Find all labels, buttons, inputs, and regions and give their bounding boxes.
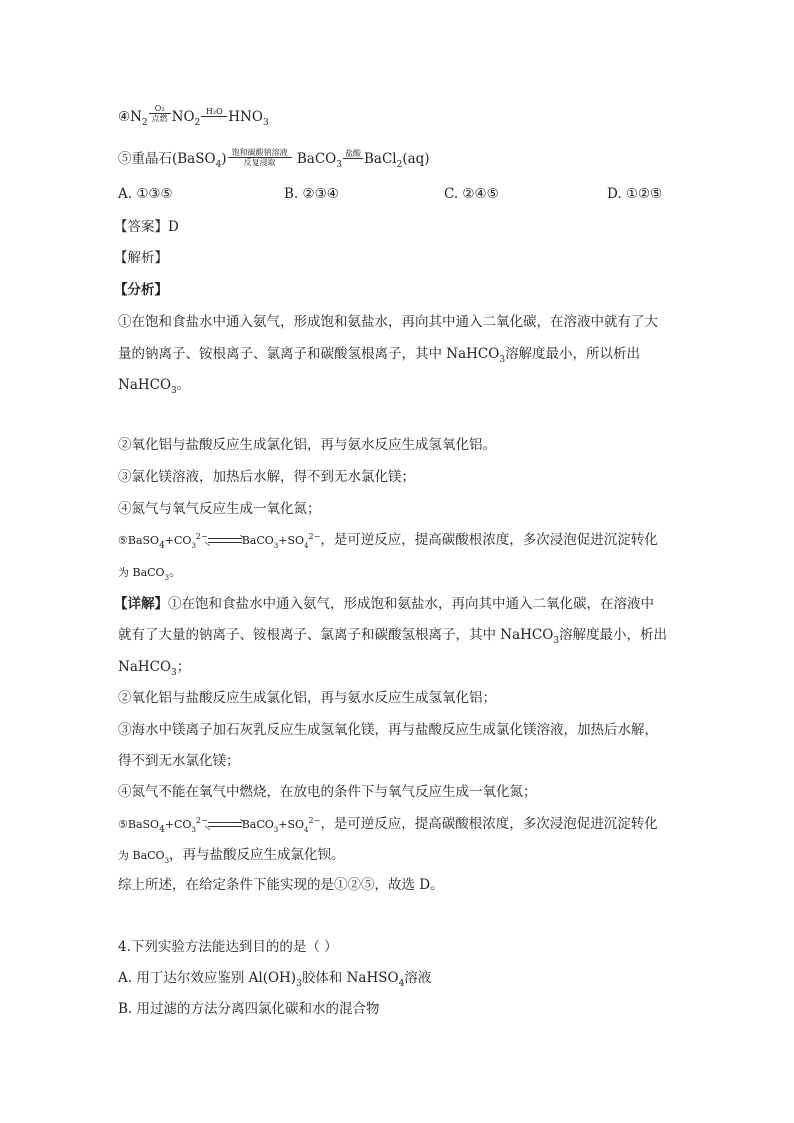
eq-sup: 2− xyxy=(308,532,321,541)
text-span: 为 BaCO xyxy=(118,566,165,579)
detail-d5-line2 xyxy=(118,846,345,866)
eq-sub: 4 xyxy=(159,541,165,551)
text-span: ，是可逆反应，提高碳酸根浓度，多次浸泡促进沉淀转化 xyxy=(320,532,658,548)
eq-text: BaCO xyxy=(241,818,274,831)
eq-text: +CO xyxy=(164,534,192,547)
item-5-equation xyxy=(118,150,430,170)
hno3-text: HNO xyxy=(228,109,263,125)
arrow-condition-bottom: 点燃 xyxy=(151,114,168,123)
text-span: ； xyxy=(176,659,191,675)
baso4-end: ) xyxy=(221,151,227,167)
eq-sub: 4 xyxy=(159,825,165,835)
q4-option-b: B. 用过滤的方法分离四氯化碳和水的混合物 xyxy=(118,1001,380,1017)
option-d: D. ①②⑤ xyxy=(607,186,663,202)
answer-tag: 【答案】 xyxy=(114,219,168,235)
baco3-text: BaCO xyxy=(296,151,337,167)
fenxi-p3: ③氯化镁溶液，加热后水解，得不到无水氯化镁； xyxy=(118,469,415,485)
reaction-arrow-o2 xyxy=(149,104,171,123)
fenxi-p2: ②氧化铝与盐酸反应生成氯化铝，再与氨水反应生成氢氧化铝。 xyxy=(118,437,496,453)
text-span: 。 xyxy=(169,564,183,580)
bacl2-sub: 2 xyxy=(396,160,403,170)
bacl2-end: (aq) xyxy=(402,151,430,167)
detail-d2: ②氧化铝与盐酸反应生成氯化铝，再与氨水反应生成氢氧化铝； xyxy=(118,690,496,706)
text-span: ，再与盐酸反应生成氯化钡。 xyxy=(169,847,345,863)
sub-3: 3 xyxy=(499,355,506,365)
eq-sup: 2− xyxy=(308,816,321,825)
sub-3: 3 xyxy=(296,979,302,989)
detail-line1 xyxy=(114,595,654,613)
detail-d5-line1 xyxy=(118,815,658,835)
text-span: 。 xyxy=(176,377,191,393)
fenxi-p1-line1: ①在饱和食盐水中通入氨气，形成饱和氨盐水，再向其中通入二氧化碳，在溶液中就有了大 xyxy=(118,314,658,330)
n2-text: N xyxy=(130,109,142,125)
item-5-marker: ⑤ xyxy=(118,151,132,167)
eq-sub: 3 xyxy=(191,542,196,550)
detail-d3-line1: ③海水中镁离子加石灰乳反应生成氢氧化镁，再与盐酸反应生成氯化镁溶液，加热后水解， xyxy=(118,722,658,738)
text-span: 胶体和 NaHSO xyxy=(301,970,399,986)
no2-sub: 2 xyxy=(194,118,201,128)
fenxi-p4: ④氮气与氧气反应生成一氧化氮； xyxy=(118,501,321,517)
text-span: 为 BaCO xyxy=(118,849,165,862)
reaction-arrow-h2o xyxy=(201,107,227,117)
detail-summary: 综上所述，在给定条件下能实现的是①②⑤，故选 D。 xyxy=(118,877,444,893)
text-span: 量的钠离子、铵根离子、氯离子和碳酸氢根离子，其中 NaHCO xyxy=(118,346,500,362)
eq-sup: 2− xyxy=(195,816,208,825)
text-span: ，是可逆反应，提高碳酸根浓度，多次浸泡促进沉淀转化 xyxy=(320,816,658,832)
detail-line2 xyxy=(118,626,667,646)
baso4-text: 重晶石(BaSO xyxy=(131,151,216,167)
option-a: A. ①③⑤ xyxy=(118,186,173,202)
detail-line3 xyxy=(118,658,190,678)
text-span: 溶解度最小，析出 xyxy=(559,627,668,643)
answer-line xyxy=(114,218,179,236)
eq-sub: 4 xyxy=(304,542,309,550)
answer-value: D xyxy=(168,219,179,235)
arrow-condition-bottom: 反复浸取 xyxy=(243,158,276,167)
detail-tag: 【详解】 xyxy=(114,596,168,612)
n2-sub: 2 xyxy=(141,118,148,128)
text-span: NaHCO xyxy=(118,377,172,393)
sub-4: 4 xyxy=(398,979,405,989)
sub-3: 3 xyxy=(164,574,170,582)
text-span: ①在饱和食盐水中通入氨气，形成饱和氨盐水，再向其中通入二氧化碳，在溶液中 xyxy=(168,596,654,612)
arrow-condition-top: O₂ xyxy=(154,104,165,113)
bacl2-text: BaCl xyxy=(363,151,397,167)
eq-sub: 3 xyxy=(273,826,279,834)
fenxi-p1-line3 xyxy=(118,376,190,396)
eq-sup: 2− xyxy=(195,532,208,541)
reaction-arrow-hcl xyxy=(343,149,363,159)
no2-text: NO xyxy=(171,109,195,125)
analysis-tag: 【解析】 xyxy=(114,250,168,266)
eq-text: +SO xyxy=(278,534,305,547)
reaction-arrow-na2co3 xyxy=(228,148,292,167)
text-span: 溶解度最小，所以析出 xyxy=(505,346,641,362)
equilibrium-arrow-icon xyxy=(208,537,242,545)
sub-3: 3 xyxy=(171,386,177,396)
fenxi-p5-line1 xyxy=(118,531,658,551)
sub-3: 3 xyxy=(164,857,170,865)
baco3-sub: 3 xyxy=(336,160,342,170)
fenxi-p1-line2 xyxy=(118,345,640,365)
detail-d4: ④氮气不能在氧气中燃烧，在放电的条件下与氧气反应生成一氧化氮； xyxy=(118,784,537,800)
fenxi-p5-line2 xyxy=(118,563,183,583)
eq-text: +CO xyxy=(164,818,192,831)
eq-sub: 3 xyxy=(273,542,279,550)
item-4-equation xyxy=(118,104,269,128)
eq-sub: 3 xyxy=(191,826,196,834)
q4-option-a xyxy=(118,969,431,989)
detail-d3-line2: 得不到无水氯化镁； xyxy=(118,753,240,769)
text-span: A. 用丁达尔效应鉴别 Al(OH) xyxy=(118,970,297,986)
eq-text: ⑤BaSO xyxy=(118,818,160,831)
option-c: C. ②④⑤ xyxy=(444,186,499,202)
arrow-condition-top: 盐酸 xyxy=(344,148,361,158)
baso4-sub: 4 xyxy=(215,160,222,170)
eq-text: +SO xyxy=(278,818,305,831)
item-4-marker: ④ xyxy=(118,109,131,125)
equilibrium-arrow-icon xyxy=(208,821,242,829)
arrow-condition-top: 饱和碳酸钠溶液 xyxy=(231,148,288,157)
text-span: 就有了大量的钠离子、铵根离子、氯离子和碳酸氢根离子，其中 NaHCO xyxy=(118,627,554,643)
option-b: B. ②③④ xyxy=(284,186,339,202)
hno3-sub: 3 xyxy=(262,118,269,128)
eq-text: ⑤BaSO xyxy=(118,534,160,547)
eq-text: BaCO xyxy=(241,534,274,547)
fenxi-tag: 【分析】 xyxy=(114,282,168,298)
q4-stem: 4.下列实验方法能达到目的的是（ ） xyxy=(118,939,338,955)
sub-3: 3 xyxy=(171,668,177,678)
arrow-condition-top: H₂O xyxy=(205,106,223,116)
eq-sub: 4 xyxy=(304,826,309,834)
sub-3: 3 xyxy=(553,636,560,646)
text-span: NaHCO xyxy=(118,659,172,675)
text-span: 溶液 xyxy=(404,970,432,986)
